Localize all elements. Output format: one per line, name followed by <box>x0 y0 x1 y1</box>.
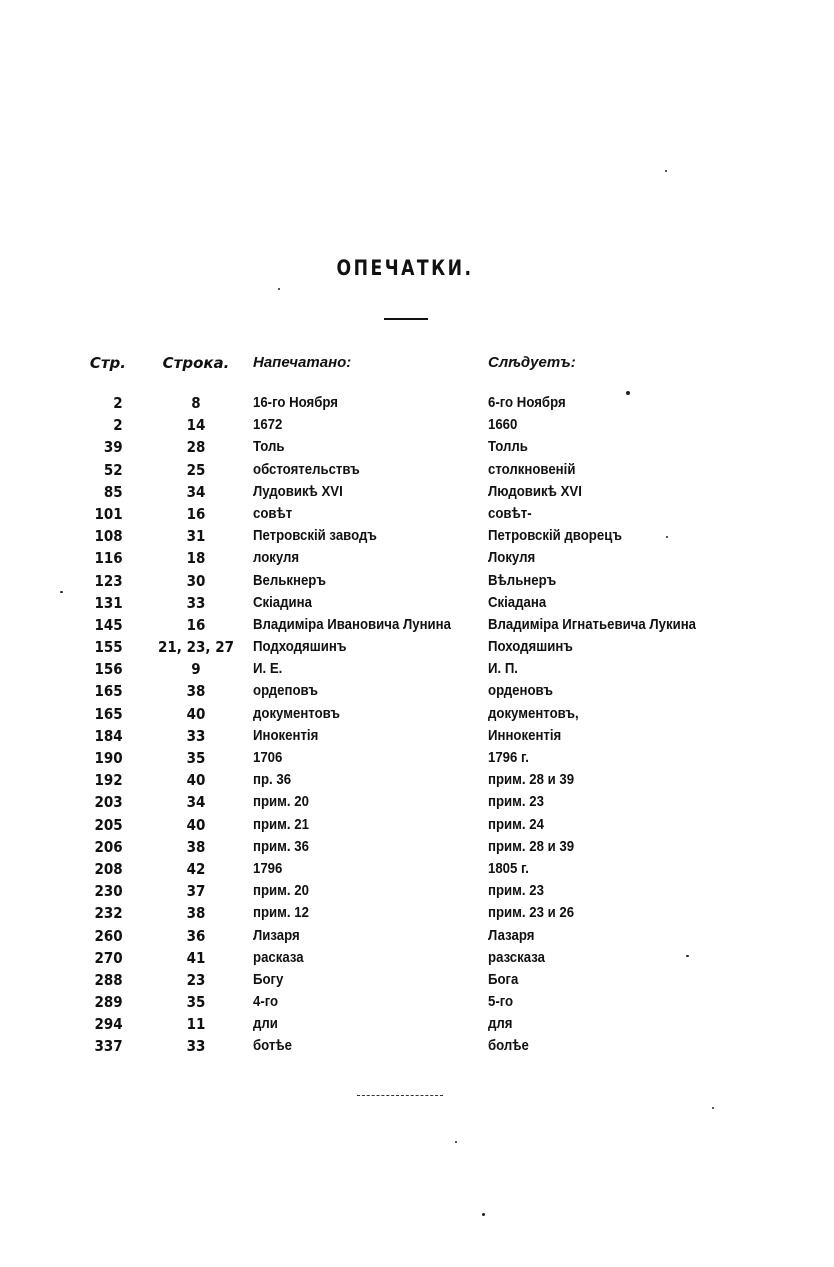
row-should: Толль <box>488 438 528 456</box>
row-page: 116 <box>94 549 123 568</box>
table-row <box>0 725 834 747</box>
row-page: 108 <box>94 527 123 546</box>
row-should: 1805 г. <box>488 859 529 877</box>
row-should: разсказа <box>488 948 545 966</box>
scan-speck <box>455 1141 457 1143</box>
row-should: столкновеній <box>488 460 576 478</box>
row-page: 85 <box>103 482 123 501</box>
title-underline <box>384 318 428 320</box>
row-printed: Владиміра Ивановича Лунина <box>253 615 451 633</box>
row-line: 38 <box>186 837 206 856</box>
row-printed: ордеповъ <box>253 682 318 700</box>
row-page: 192 <box>94 771 123 790</box>
header-line: Строка. <box>162 354 230 372</box>
row-line: 30 <box>186 571 206 590</box>
table-row <box>0 614 834 636</box>
row-printed: И. Е. <box>253 660 283 678</box>
row-printed: Инокентія <box>253 726 319 744</box>
row-should: болѣе <box>488 1037 529 1055</box>
row-printed: 4-го <box>253 993 279 1011</box>
row-should: документовъ, <box>488 704 579 722</box>
row-should: Лазаря <box>488 926 535 944</box>
row-line: 9 <box>191 660 201 679</box>
row-line: 34 <box>186 793 206 812</box>
row-line: 14 <box>186 416 206 435</box>
row-line: 33 <box>186 593 206 612</box>
row-page: 156 <box>94 660 123 679</box>
row-page: 190 <box>94 749 123 767</box>
row-should: прим. 24 <box>488 815 544 833</box>
row-printed: прим. 20 <box>253 882 309 900</box>
row-printed: 1672 <box>253 416 283 434</box>
row-should: Людовикѣ XVI <box>488 482 582 500</box>
row-should: прим. 23 <box>488 793 544 811</box>
row-page: 52 <box>103 460 123 479</box>
table-row <box>0 481 834 503</box>
row-printed: Подходяшинъ <box>253 638 347 656</box>
row-page: 289 <box>94 993 123 1012</box>
row-line: 33 <box>186 726 206 745</box>
scan-speck <box>686 955 689 957</box>
row-page: 270 <box>94 948 123 967</box>
row-should: Походяшинъ <box>488 638 573 656</box>
scan-speck <box>278 288 280 290</box>
row-line: 41 <box>186 948 206 967</box>
row-line: 34 <box>186 482 206 501</box>
table-row <box>0 680 834 702</box>
row-should: 1660 <box>488 416 518 434</box>
table-row <box>0 703 834 725</box>
row-should: 5-го <box>488 993 514 1011</box>
table-row <box>0 880 834 902</box>
row-line: 36 <box>186 926 206 945</box>
row-should: прим. 23 <box>488 882 544 900</box>
row-printed: 1796 <box>253 859 283 877</box>
row-printed: расказа <box>253 948 304 966</box>
row-line: 21, 23, 27 <box>157 638 235 657</box>
scan-speck <box>482 1213 485 1216</box>
row-page: 208 <box>94 859 123 878</box>
table-row <box>0 814 834 836</box>
table-row <box>0 747 834 769</box>
table-row <box>0 791 834 813</box>
row-page: 145 <box>94 615 123 634</box>
row-line: 42 <box>186 859 206 878</box>
row-should: Бога <box>488 970 519 988</box>
row-page: 205 <box>94 815 123 834</box>
table-row <box>0 902 834 924</box>
table-row <box>0 969 834 991</box>
table-row <box>0 991 834 1013</box>
row-printed: Толь <box>253 438 285 456</box>
table-row <box>0 1013 834 1035</box>
table-row <box>0 769 834 791</box>
table-row <box>0 547 834 569</box>
row-page: 155 <box>94 638 123 657</box>
row-line: 25 <box>186 460 206 479</box>
row-page: 184 <box>94 726 123 745</box>
row-should: Владиміра Игнатьевича Лукина <box>488 615 697 633</box>
row-printed: локуля <box>253 549 300 567</box>
row-page: 206 <box>94 837 123 856</box>
scan-speck <box>665 170 667 172</box>
row-printed: прим. 36 <box>253 837 309 855</box>
end-divider <box>357 1095 443 1096</box>
row-line: 23 <box>186 970 206 989</box>
row-should: прим. 28 и 39 <box>488 837 575 855</box>
row-should: Петровскій дворецъ <box>488 527 622 545</box>
row-line: 35 <box>186 749 206 767</box>
row-line: 18 <box>186 549 206 568</box>
row-should: 6-го Ноября <box>488 394 566 411</box>
row-line: 31 <box>186 527 206 546</box>
row-printed: Петровскій заводъ <box>253 527 377 545</box>
header-should: Слѣдуетъ: <box>488 354 576 371</box>
table-row <box>0 414 834 436</box>
scan-speck <box>712 1107 714 1109</box>
row-page: 232 <box>94 904 123 923</box>
row-page: 165 <box>94 704 123 723</box>
row-line: 8 <box>191 394 201 412</box>
row-should: Вѣльнеръ <box>488 571 557 589</box>
row-printed: 16-го Ноября <box>253 394 339 411</box>
row-should: совѣт- <box>488 504 532 522</box>
table-row <box>0 925 834 947</box>
row-should: Скіадана <box>488 593 547 611</box>
row-should: Иннокентія <box>488 726 562 744</box>
row-should: Локуля <box>488 549 536 567</box>
row-printed: 1706 <box>253 749 283 766</box>
row-printed: ботѣе <box>253 1037 292 1055</box>
table-row <box>0 392 834 414</box>
row-page: 101 <box>94 504 123 523</box>
errata-table <box>0 352 834 1058</box>
row-page: 260 <box>94 926 123 945</box>
scan-speck <box>626 391 630 395</box>
row-line: 16 <box>186 504 206 523</box>
table-row <box>0 1035 834 1057</box>
table-row <box>0 592 834 614</box>
row-printed: документовъ <box>253 704 341 722</box>
table-row <box>0 436 834 458</box>
row-page: 165 <box>94 682 123 701</box>
row-printed: обстоятельствъ <box>253 460 360 478</box>
scan-speck <box>666 536 668 538</box>
row-page: 230 <box>94 882 123 901</box>
row-printed: прим. 21 <box>253 815 309 833</box>
row-line: 35 <box>186 993 206 1012</box>
table-row <box>0 525 834 547</box>
row-should: прим. 23 и 26 <box>488 904 575 922</box>
scan-speck <box>60 591 63 593</box>
table-row <box>0 947 834 969</box>
row-printed: Богу <box>253 970 284 988</box>
row-page: 288 <box>94 970 123 989</box>
row-line: 33 <box>186 1037 206 1056</box>
row-line: 11 <box>186 1015 206 1034</box>
row-printed: прим. 12 <box>253 904 309 922</box>
row-should: И. П. <box>488 660 518 678</box>
row-printed: пр. 36 <box>253 771 292 789</box>
row-page: 2 <box>113 416 123 435</box>
table-row <box>0 858 834 880</box>
row-printed: Велькнеръ <box>253 571 326 589</box>
table-row <box>0 459 834 481</box>
row-line: 38 <box>186 904 206 923</box>
row-page: 123 <box>94 571 123 590</box>
header-page: Стр. <box>89 354 126 372</box>
table-row <box>0 836 834 858</box>
table-row <box>0 658 834 680</box>
row-printed: прим. 20 <box>253 793 309 811</box>
row-line: 16 <box>186 615 206 634</box>
row-page: 2 <box>113 394 123 412</box>
row-printed: совѣт <box>253 504 293 522</box>
row-line: 40 <box>186 704 206 723</box>
row-page: 294 <box>94 1015 123 1034</box>
row-printed: дли <box>253 1015 278 1033</box>
row-page: 337 <box>94 1037 123 1056</box>
table-row <box>0 503 834 525</box>
row-line: 37 <box>186 882 206 901</box>
header-printed: Напечатано: <box>253 354 352 371</box>
row-page: 203 <box>94 793 123 812</box>
row-should: прим. 28 и 39 <box>488 771 575 789</box>
row-line: 38 <box>186 682 206 701</box>
row-printed: Лизаря <box>253 926 300 944</box>
table-row <box>0 636 834 658</box>
table-header <box>0 352 834 392</box>
row-page: 39 <box>103 438 123 457</box>
row-should: 1796 г. <box>488 749 529 766</box>
row-line: 40 <box>186 771 206 790</box>
page-title: ОПЕЧАТКИ. <box>336 256 474 280</box>
row-printed: Скіадина <box>253 593 312 611</box>
row-should: для <box>488 1015 513 1033</box>
row-should: орденовъ <box>488 682 553 700</box>
row-line: 28 <box>186 438 206 457</box>
row-printed: Лудовикѣ XVI <box>253 482 343 500</box>
table-row <box>0 570 834 592</box>
row-line: 40 <box>186 815 206 834</box>
row-page: 131 <box>94 593 123 612</box>
